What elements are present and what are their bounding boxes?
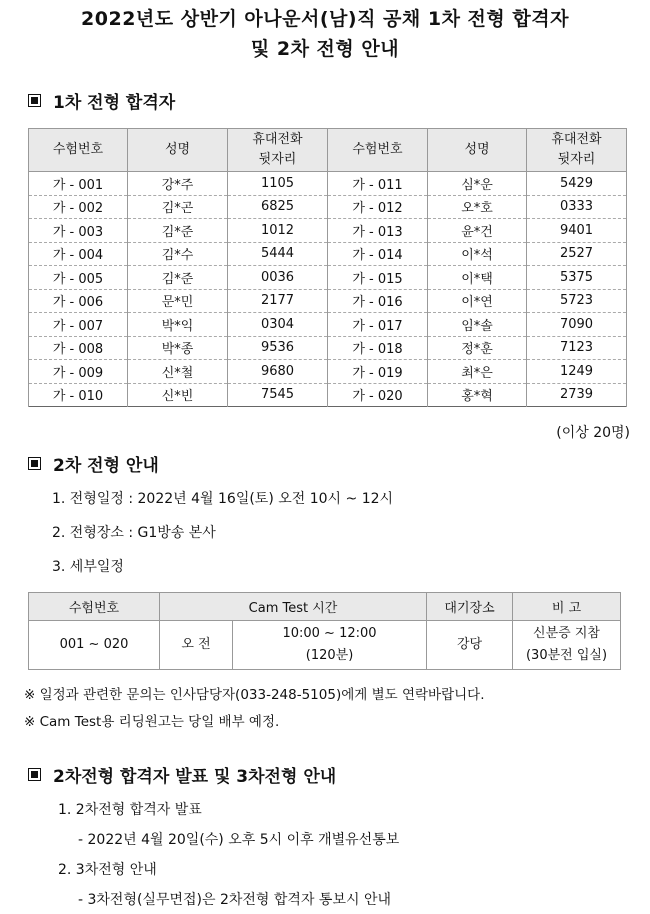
table-row (29, 266, 627, 290)
cell-phone: 1249 (527, 360, 627, 384)
section3-heading-text: 2차전형 합격자 발표 및 3차전형 안내 (53, 767, 337, 787)
page-title-line2: 및 2차 전형 안내 (250, 38, 400, 60)
table-row (29, 219, 627, 243)
cell-name: 홍*혁 (428, 383, 527, 407)
cell-exam-number: 가 - 014 (328, 242, 428, 266)
cell-exam-number: 가 - 016 (328, 289, 428, 313)
cell-exam-number: 가 - 017 (328, 313, 428, 337)
cell-exam-number: 가 - 006 (29, 289, 128, 313)
cell-exam-number: 가 - 019 (328, 360, 428, 384)
cell-phone: 5375 (527, 266, 627, 290)
script-note: ※ Cam Test용 리딩원고는 당일 배부 예정. (24, 714, 280, 730)
cell-time: 10:00 ~ 12:00 (120분) (233, 621, 427, 670)
cell-phone: 2527 (527, 242, 627, 266)
cell-exam-number: 가 - 005 (29, 266, 128, 290)
header-cam-test-time: Cam Test 시간 (160, 593, 427, 621)
detail-schedule-table (28, 592, 621, 670)
venue-item: 2. 전형장소 : G1방송 본사 (52, 525, 216, 541)
header-exam-number: 수험번호 (29, 129, 128, 172)
cell-name: 정*훈 (428, 336, 527, 360)
cell-exam-number: 가 - 012 (328, 195, 428, 219)
third-stage-detail: - 3차전형(실무면접)은 2차전형 합격자 통보시 안내 (78, 892, 391, 908)
cell-phone: 1105 (228, 172, 328, 196)
cell-name: 심*운 (428, 172, 527, 196)
header-waiting-place: 대기장소 (427, 593, 513, 621)
result-announce-item: 1. 2차전형 합격자 발표 (58, 802, 202, 818)
cell-name: 김*준 (128, 219, 228, 243)
cell-remark: 신분증 지참 (30분전 입실) (513, 621, 621, 670)
cell-exam-number: 가 - 011 (328, 172, 428, 196)
passers-count-note: (이상 20명) (556, 425, 630, 441)
cell-name: 윤*건 (428, 219, 527, 243)
cell-name: 김*곤 (128, 195, 228, 219)
cell-exam-number: 가 - 002 (29, 195, 128, 219)
square-bullet-icon (28, 768, 41, 781)
detail-schedule-item: 3. 세부일정 (52, 559, 124, 575)
cell-phone: 0333 (527, 195, 627, 219)
cell-name: 이*택 (428, 266, 527, 290)
cell-phone: 1012 (228, 219, 328, 243)
cell-phone: 0036 (228, 266, 328, 290)
header-name: 성명 (128, 129, 228, 172)
cell-phone: 2739 (527, 383, 627, 407)
cell-exam-numbers: 001 ~ 020 (29, 621, 160, 670)
section2-heading (28, 451, 159, 476)
cell-name: 문*민 (128, 289, 228, 313)
cell-name: 오*호 (428, 195, 527, 219)
cell-phone: 9680 (228, 360, 328, 384)
table-row (29, 621, 621, 670)
cell-phone: 0304 (228, 313, 328, 337)
cell-exam-number: 가 - 001 (29, 172, 128, 196)
cell-name: 임*솔 (428, 313, 527, 337)
section2-heading-text: 2차 전형 안내 (53, 456, 159, 476)
result-announce-detail: - 2022년 4월 20일(수) 오후 5시 이후 개별유선통보 (78, 832, 400, 848)
header-phone: 휴대전화 뒷자리 (228, 129, 328, 172)
table-row (29, 289, 627, 313)
table-row (29, 242, 627, 266)
cell-name: 신*빈 (128, 383, 228, 407)
cell-phone: 7545 (228, 383, 328, 407)
cell-phone: 7090 (527, 313, 627, 337)
header-phone: 휴대전화 뒷자리 (527, 129, 627, 172)
table-row (29, 383, 627, 407)
cell-name: 최*은 (428, 360, 527, 384)
cell-phone: 5444 (228, 242, 328, 266)
cell-phone: 7123 (527, 336, 627, 360)
cell-name: 신*철 (128, 360, 228, 384)
page-title-line1: 2022년도 상반기 아나운서(남)직 공채 1차 전형 합격자 (81, 8, 569, 30)
cell-name: 박*종 (128, 336, 228, 360)
table-header-row (29, 593, 621, 621)
header-name: 성명 (428, 129, 527, 172)
cell-place: 강당 (427, 621, 513, 670)
table-row (29, 360, 627, 384)
header-exam-number: 수험번호 (328, 129, 428, 172)
cell-name: 김*수 (128, 242, 228, 266)
cell-name: 박*익 (128, 313, 228, 337)
section3-heading (28, 762, 336, 787)
table-header-row (29, 129, 627, 172)
cell-phone: 9401 (527, 219, 627, 243)
section1-heading (28, 88, 175, 113)
cell-period: 오 전 (160, 621, 233, 670)
cell-phone: 2177 (228, 289, 328, 313)
cell-exam-number: 가 - 013 (328, 219, 428, 243)
table-row (29, 172, 627, 196)
cell-name: 김*준 (128, 266, 228, 290)
square-bullet-icon (28, 457, 41, 470)
table-row (29, 313, 627, 337)
cell-exam-number: 가 - 015 (328, 266, 428, 290)
cell-exam-number: 가 - 004 (29, 242, 128, 266)
schedule-item: 1. 전형일정 : 2022년 4월 16일(토) 오전 10시 ~ 12시 (52, 491, 394, 507)
header-remark: 비 고 (513, 593, 621, 621)
cell-exam-number: 가 - 018 (328, 336, 428, 360)
table-row (29, 336, 627, 360)
cell-phone: 5723 (527, 289, 627, 313)
square-bullet-icon (28, 94, 41, 107)
cell-name: 이*석 (428, 242, 527, 266)
header-exam-number: 수험번호 (29, 593, 160, 621)
cell-name: 강*주 (128, 172, 228, 196)
cell-exam-number: 가 - 009 (29, 360, 128, 384)
cell-phone: 6825 (228, 195, 328, 219)
cell-name: 이*연 (428, 289, 527, 313)
cell-phone: 9536 (228, 336, 328, 360)
cell-phone: 5429 (527, 172, 627, 196)
cell-exam-number: 가 - 020 (328, 383, 428, 407)
cell-exam-number: 가 - 010 (29, 383, 128, 407)
cell-exam-number: 가 - 003 (29, 219, 128, 243)
passers-table (28, 128, 627, 407)
contact-note: ※ 일정과 관련한 문의는 인사담당자(033-248-5105)에게 별도 연락바랍니다. (24, 687, 485, 703)
third-stage-item: 2. 3차전형 안내 (58, 862, 157, 878)
section1-heading-text: 1차 전형 합격자 (53, 93, 176, 113)
table-row (29, 195, 627, 219)
cell-exam-number: 가 - 007 (29, 313, 128, 337)
cell-exam-number: 가 - 008 (29, 336, 128, 360)
